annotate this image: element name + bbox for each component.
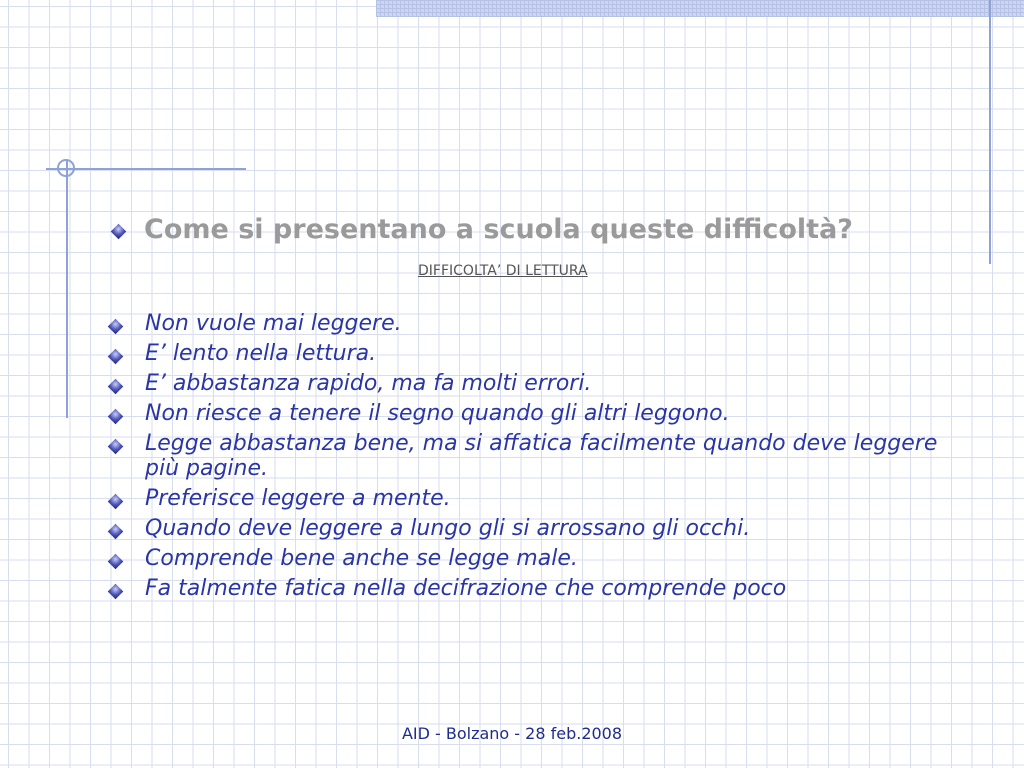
diamond-bullet-icon (108, 494, 124, 510)
left-vertical-rule (66, 160, 68, 418)
list-item (108, 341, 968, 366)
list-item (108, 371, 968, 396)
diamond-bullet-icon (108, 439, 124, 455)
ring-ornament (57, 159, 75, 177)
list-item (108, 486, 968, 511)
list-item-text: Quando deve leggere a lungo gli si arrossano gli occhi. (145, 516, 751, 541)
list-item-text: E’ lento nella lettura. (145, 341, 377, 366)
list-item (108, 401, 968, 426)
list-item (108, 516, 968, 541)
diamond-bullet-icon (108, 554, 124, 570)
slide-title-row (110, 214, 990, 254)
list-item (108, 576, 968, 601)
list-item (108, 546, 968, 571)
diamond-bullet-icon (108, 379, 124, 395)
diamond-bullet-icon (108, 349, 124, 365)
section-subtitle: DIFFICOLTA’ DI LETTURA (418, 263, 588, 279)
diamond-bullet-icon (108, 584, 124, 600)
diamond-bullet-icon (108, 524, 124, 540)
top-decorative-band (376, 0, 1024, 17)
diamond-bullet-icon (108, 319, 124, 335)
list-item-text: Non vuole mai leggere. (145, 311, 402, 336)
list-item-text: Preferisce leggere a mente. (145, 486, 451, 511)
slide-title: Come si presentano a scuola queste difficoltà? (144, 214, 853, 245)
list-item-text: Comprende bene anche se legge male. (145, 546, 578, 571)
list-item (108, 311, 968, 336)
list-item-text: Non riesce a tenere il segno quando gli altri leggono. (145, 401, 730, 426)
bullet-list (108, 311, 968, 606)
list-item-text: Fa talmente fatica nella decifrazione che comprende poco (145, 576, 787, 601)
list-item (108, 431, 968, 481)
diamond-bullet-icon (108, 409, 124, 425)
diamond-bullet-icon (111, 224, 127, 240)
slide-footer: AID - Bolzano - 28 feb.2008 (401, 724, 623, 743)
horizontal-rule (46, 168, 246, 170)
list-item-text: Legge abbastanza bene, ma si affatica facilmente quando deve leggere più pagine. (145, 431, 938, 481)
list-item-text: E’ abbastanza rapido, ma fa molti errori. (145, 371, 592, 396)
